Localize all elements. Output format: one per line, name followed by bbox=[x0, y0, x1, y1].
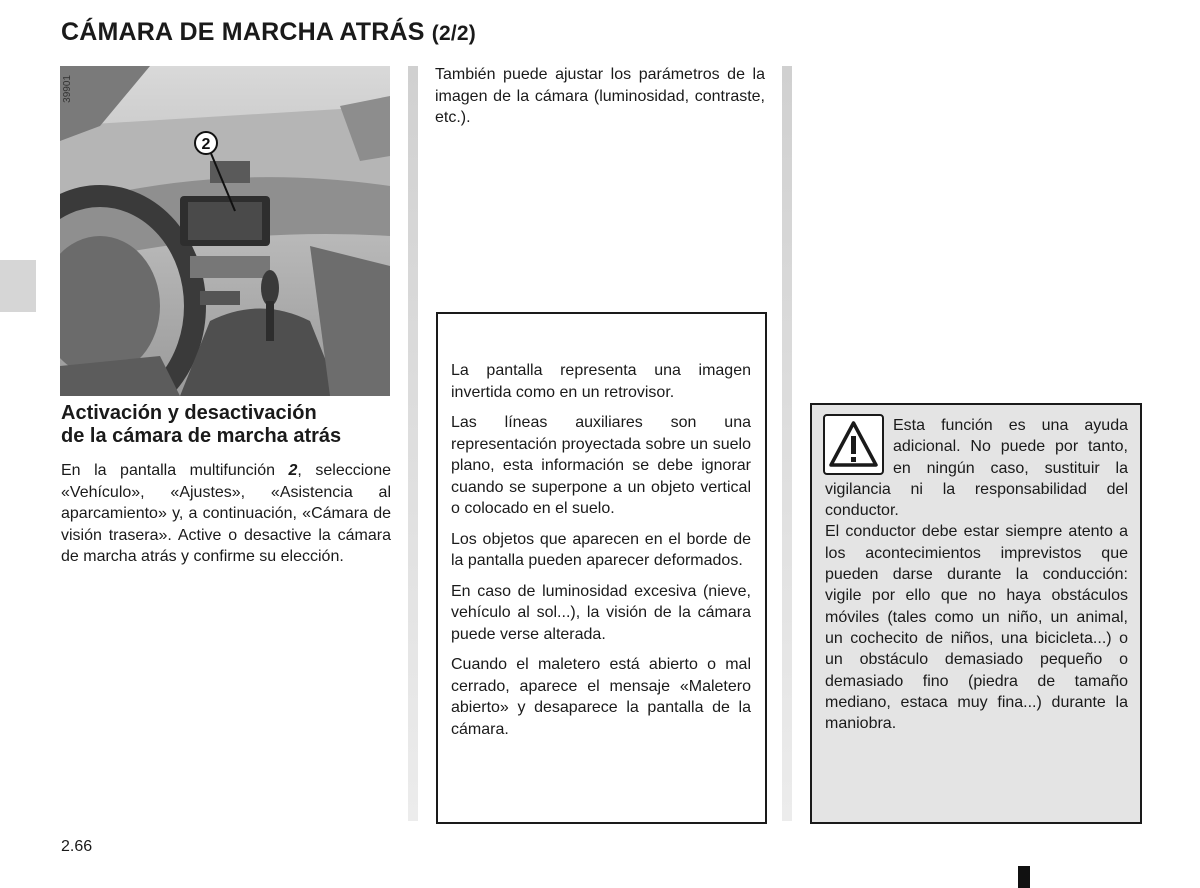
chapter-tab bbox=[0, 260, 36, 312]
info-box bbox=[436, 312, 767, 824]
page-title bbox=[61, 18, 476, 47]
dashboard-photo bbox=[60, 66, 390, 396]
section-body bbox=[61, 460, 391, 568]
page-number: 2.66 bbox=[61, 838, 93, 855]
warning-box bbox=[810, 403, 1142, 824]
column-divider bbox=[782, 66, 792, 821]
callout-number: 2 bbox=[201, 136, 211, 153]
section-heading-line1: Activación y desactivación bbox=[61, 402, 317, 424]
body-suffix: , seleccione «Vehículo», «Ajustes», «Asistencia al aparcamiento» y, a continuación, «Cámara de visión trasera». Active o desactive la cámara de marcha atrás y confirme su elección. bbox=[61, 462, 391, 565]
info-paragraph: En caso de luminosidad excesiva (nieve, vehículo al sol...), la visión de la cámara puede verse alterada. bbox=[451, 582, 751, 643]
section-heading-line2: de la cámara de marcha atrás bbox=[61, 425, 342, 447]
info-paragraph: Las líneas auxiliares son una representación proyectada sobre un suelo plano, esta información se debe ignorar cuando se superpone a un objeto vertical o colocado en el suelo. bbox=[451, 414, 751, 517]
intro-paragraph: También puede ajustar los parámetros de la imagen de la cámara (luminosidad, contraste, etc.). bbox=[435, 66, 765, 126]
warning-text: Esta función es una ayuda adicional. No puede por tanto, en ningún caso, sustituir la vigilancia ni la responsabilidad del conductor. bbox=[825, 417, 1128, 520]
info-paragraph: Los objetos que aparecen en el borde de la pantalla pueden aparecer deformados. bbox=[451, 530, 751, 569]
thumb-index-mark bbox=[1018, 866, 1030, 888]
dashboard-illustration bbox=[60, 66, 390, 396]
section-heading bbox=[61, 402, 401, 448]
info-paragraph: La pantalla representa una imagen invertida como en un retrovisor. bbox=[451, 362, 751, 401]
title-text: CÁMARA DE MARCHA ATRÁS bbox=[61, 18, 425, 46]
title-suffix: (2/2) bbox=[431, 22, 476, 45]
column-divider bbox=[408, 66, 418, 821]
body-prefix: En la pantalla multifunción bbox=[61, 462, 289, 479]
info-paragraph: Cuando el maletero está abierto o mal cerrado, aparece el mensaje «Maletero abierto» y desaparece la pantalla de la cámara. bbox=[451, 656, 751, 738]
warning-text: El conductor debe estar siempre atento a los acontecimientos imprevistos que pueden darse durante la conducción: vigile por ello que no haya obstáculos móviles (tales como un niño, un animal, un cochecito de niños, una bicicleta...) o un obstáculo demasiado pequeño o demasiado fino (piedra de tamaño mediano, estaca muy fina...) durante la maniobra. bbox=[825, 523, 1128, 733]
figure-code: 39901 bbox=[62, 75, 73, 103]
body-ref-number: 2 bbox=[288, 462, 298, 479]
